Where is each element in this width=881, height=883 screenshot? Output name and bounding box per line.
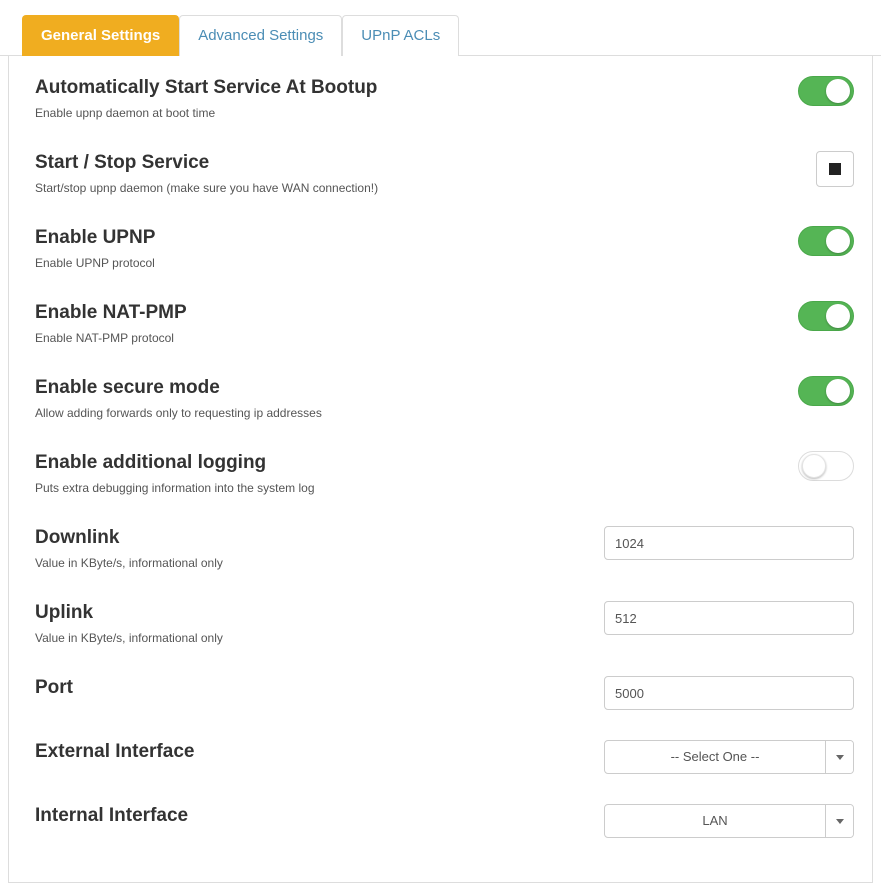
setting-row-start-stop-service [25,131,856,206]
setting-control [586,149,854,187]
setting-control [586,374,854,406]
setting-row-uplink [25,581,856,656]
setting-labels [27,674,586,706]
setting-title: Enable secure mode [35,377,220,398]
setting-description: Start/stop upnp daemon (make sure you have WAN connection!) [35,181,379,195]
setting-row-external-interface [25,720,856,784]
chevron-down-icon[interactable] [825,805,853,837]
setting-description: Puts extra debugging information into the system log [35,481,315,495]
setting-labels [27,374,586,421]
setting-control [586,524,854,560]
setting-description: Enable upnp daemon at boot time [35,106,216,120]
setting-control [586,224,854,256]
setting-labels [27,299,586,346]
settings-list [9,56,872,848]
setting-labels [27,738,586,770]
setting-control [586,74,854,106]
setting-title: Uplink [35,602,94,623]
toggle-knob-icon [826,304,850,328]
external-interface-select[interactable] [604,740,854,774]
setting-control [586,674,854,710]
tab-general-settings-label: General Settings [41,27,161,44]
setting-title: Enable UPNP [35,227,156,248]
setting-description: Value in KByte/s, informational only [35,556,223,570]
setting-control [586,738,854,774]
tab-advanced-settings[interactable] [179,15,342,56]
setting-control [586,449,854,481]
toggle-knob-icon [802,454,826,478]
port-input[interactable] [604,676,854,710]
setting-labels [27,449,586,496]
settings-panel [8,56,873,883]
toggle-enable-upnp[interactable] [798,226,854,256]
uplink-input[interactable] [604,601,854,635]
toggle-knob-icon [826,379,850,403]
setting-title: External Interface [35,741,195,762]
toggle-enable-nat-pmp[interactable] [798,301,854,331]
setting-description: Value in KByte/s, informational only [35,631,223,645]
tab-advanced-settings-label: Advanced Settings [198,27,324,44]
chevron-down-icon[interactable] [825,741,853,773]
setting-row-enable-additional-logging [25,431,856,506]
setting-title: Port [35,677,73,698]
internal-interface-value: LAN [702,813,728,828]
internal-interface-select[interactable] [604,804,854,838]
tab-upnp-acls-label: UPnP ACLs [361,27,441,44]
downlink-input[interactable] [604,526,854,560]
setting-labels [27,802,586,834]
tab-upnp-acls[interactable] [342,15,459,56]
setting-labels [27,599,586,646]
setting-title: Start / Stop Service [35,152,210,173]
setting-title: Internal Interface [35,805,189,826]
setting-description: Enable NAT-PMP protocol [35,331,174,345]
tab-general-settings[interactable] [22,15,179,56]
setting-control [586,599,854,635]
stop-square-icon [829,163,841,175]
setting-row-auto-start [25,56,856,131]
setting-labels [27,149,586,196]
toggle-knob-icon [826,79,850,103]
toggle-enable-additional-logging[interactable] [798,451,854,481]
setting-control [586,802,854,838]
stop-service-button[interactable] [816,151,854,187]
setting-row-enable-secure-mode [25,356,856,431]
setting-row-internal-interface [25,784,856,848]
setting-title: Enable NAT-PMP [35,302,187,323]
setting-control [586,299,854,331]
setting-row-enable-upnp [25,206,856,281]
setting-labels [27,524,586,571]
setting-labels [27,224,586,271]
setting-row-port [25,656,856,720]
toggle-auto-start[interactable] [798,76,854,106]
setting-title: Downlink [35,527,120,548]
toggle-enable-secure-mode[interactable] [798,376,854,406]
external-interface-value: -- Select One -- [670,749,760,764]
setting-title: Enable additional logging [35,452,267,473]
setting-row-downlink [25,506,856,581]
tab-bar [0,0,881,56]
toggle-knob-icon [826,229,850,253]
setting-labels [27,74,586,121]
setting-row-enable-nat-pmp [25,281,856,356]
setting-description: Allow adding forwards only to requesting ip addresses [35,406,322,420]
setting-title: Automatically Start Service At Bootup [35,77,378,98]
setting-description: Enable UPNP protocol [35,256,155,270]
